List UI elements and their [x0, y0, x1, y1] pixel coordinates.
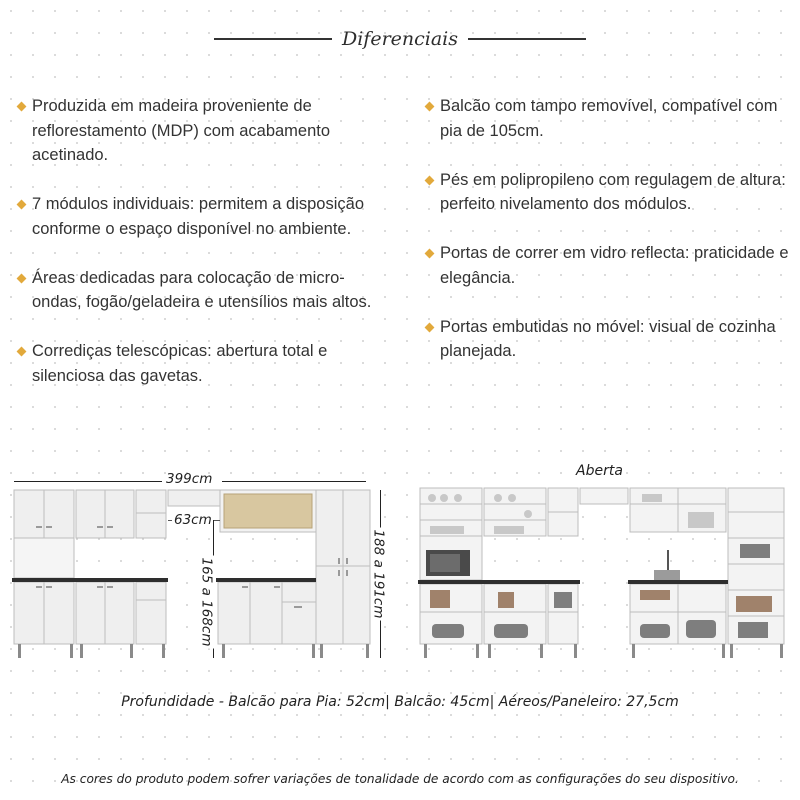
diamond-bullet-icon — [17, 200, 27, 210]
feature-item: Corrediças telescópicas: abertura total e silenciosa das gavetas. — [16, 339, 386, 388]
title-rule-left — [214, 38, 332, 40]
feature-item: Portas de correr em vidro reflecta: praticidade e elegância. — [424, 241, 794, 290]
diamond-bullet-icon — [425, 322, 435, 332]
diamond-bullet-icon — [17, 102, 27, 112]
features-left-column — [16, 94, 386, 413]
feature-item: Produzida em madeira proveniente de reflorestamento (MDP) com acabamento acetinado. — [16, 94, 386, 168]
depth-info: Profundidade - Balcão para Pia: 52cm| Balcão: 45cm| Aéreos/Paneleiro: 27,5cm — [121, 694, 679, 710]
gap-height-label: 165 a 168cm — [198, 557, 215, 647]
diamond-bullet-icon — [425, 175, 435, 185]
kitchen-open-drawing — [418, 484, 788, 664]
title-rule-right — [468, 38, 586, 40]
diamond-bullet-icon — [425, 249, 435, 259]
open-label: Aberta — [576, 463, 623, 479]
diamond-bullet-icon — [425, 102, 435, 112]
title-text: Diferenciais — [341, 28, 459, 50]
feature-item: Portas embutidas no móvel: visual de cozinha planejada. — [424, 315, 794, 364]
feature-item: Áreas dedicadas para colocação de micro-ondas, fogão/geladeira e utensílios mais altos. — [16, 266, 386, 315]
color-disclaimer: As cores do produto podem sofrer variações de tonalidade de acordo com as configurações do seu dispositivo. — [61, 772, 739, 786]
total-height-label: 188 a 191cm — [370, 529, 387, 619]
feature-item: Balcão com tampo removível, compatível com pia de 105cm. — [424, 94, 794, 143]
features-right-column — [424, 94, 794, 388]
section-title — [0, 26, 800, 52]
width-dimension-line-right — [222, 481, 366, 482]
gap-width-label: 63cm — [174, 512, 212, 528]
diamond-bullet-icon — [17, 273, 27, 283]
diamond-bullet-icon — [17, 347, 27, 357]
feature-item: Pés em polipropileno com regulagem de altura: perfeito nivelamento dos módulos. — [424, 168, 794, 217]
feature-item: 7 módulos individuais: permitem a disposição conforme o espaço disponível no ambiente. — [16, 192, 386, 241]
width-dimension-line-left — [14, 481, 162, 482]
total-width-label: 399cm — [166, 471, 213, 487]
